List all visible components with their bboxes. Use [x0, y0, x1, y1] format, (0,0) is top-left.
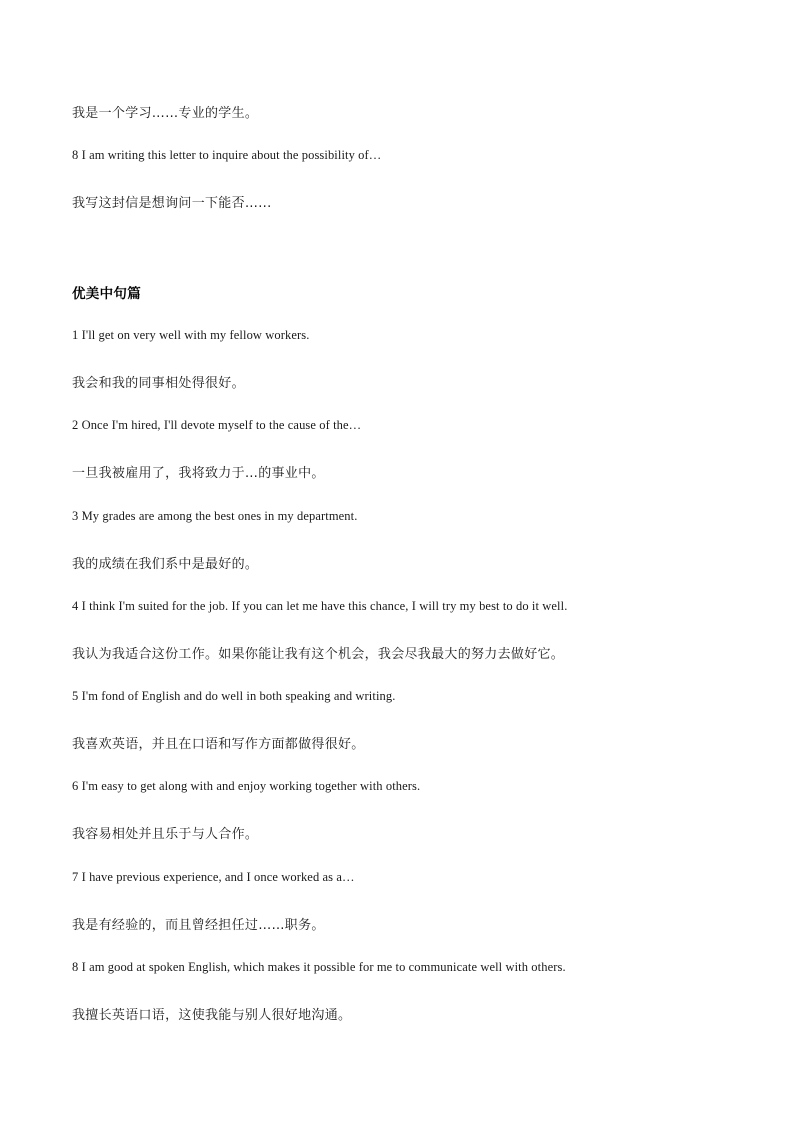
translation-line: 我喜欢英语，并且在口语和写作方面都做得很好。 [72, 737, 365, 752]
sentence-line: 6 I'm easy to get along with and enjoy working together with others. [72, 779, 421, 793]
translation-line: 我会和我的同事相处得很好。 [72, 376, 245, 391]
sentence-line: 8 I am writing this letter to inquire about the possibility of… [72, 148, 382, 162]
translation-line: 我认为我适合这份工作。如果你能让我有这个机会，我会尽我最大的努力去做好它。 [72, 647, 565, 662]
translation-line: 我是一个学习……专业的学生。 [72, 106, 259, 121]
translation-line: 我擅长英语口语，这使我能与别人很好地沟通。 [72, 1008, 352, 1023]
translation-line: 我写这封信是想询问一下能否…... [72, 196, 272, 211]
sentence-line: 3 My grades are among the best ones in my department. [72, 509, 358, 523]
sentence-line: 4 I think I'm suited for the job. If you can let me have this chance, I will try my best to do it well. [72, 599, 568, 613]
translation-line: 一旦我被雇用了，我将致力于…的事业中。 [72, 466, 325, 481]
section-heading: 优美中句篇 [72, 286, 141, 302]
translation-line: 我的成绩在我们系中是最好的。 [72, 557, 259, 572]
translation-line: 我容易相处并且乐于与人合作。 [72, 827, 259, 842]
sentence-line: 5 I'm fond of English and do well in both speaking and writing. [72, 689, 396, 703]
sentence-line: 7 I have previous experience, and I once worked as a… [72, 870, 355, 884]
translation-line: 我是有经验的，而且曾经担任过……职务。 [72, 918, 325, 933]
sentence-line: 8 I am good at spoken English, which makes it possible for me to communicate well with others. [72, 960, 566, 974]
sentence-line: 2 Once I'm hired, I'll devote myself to the cause of the… [72, 418, 362, 432]
sentence-line: 1 I'll get on very well with my fellow workers. [72, 328, 310, 342]
